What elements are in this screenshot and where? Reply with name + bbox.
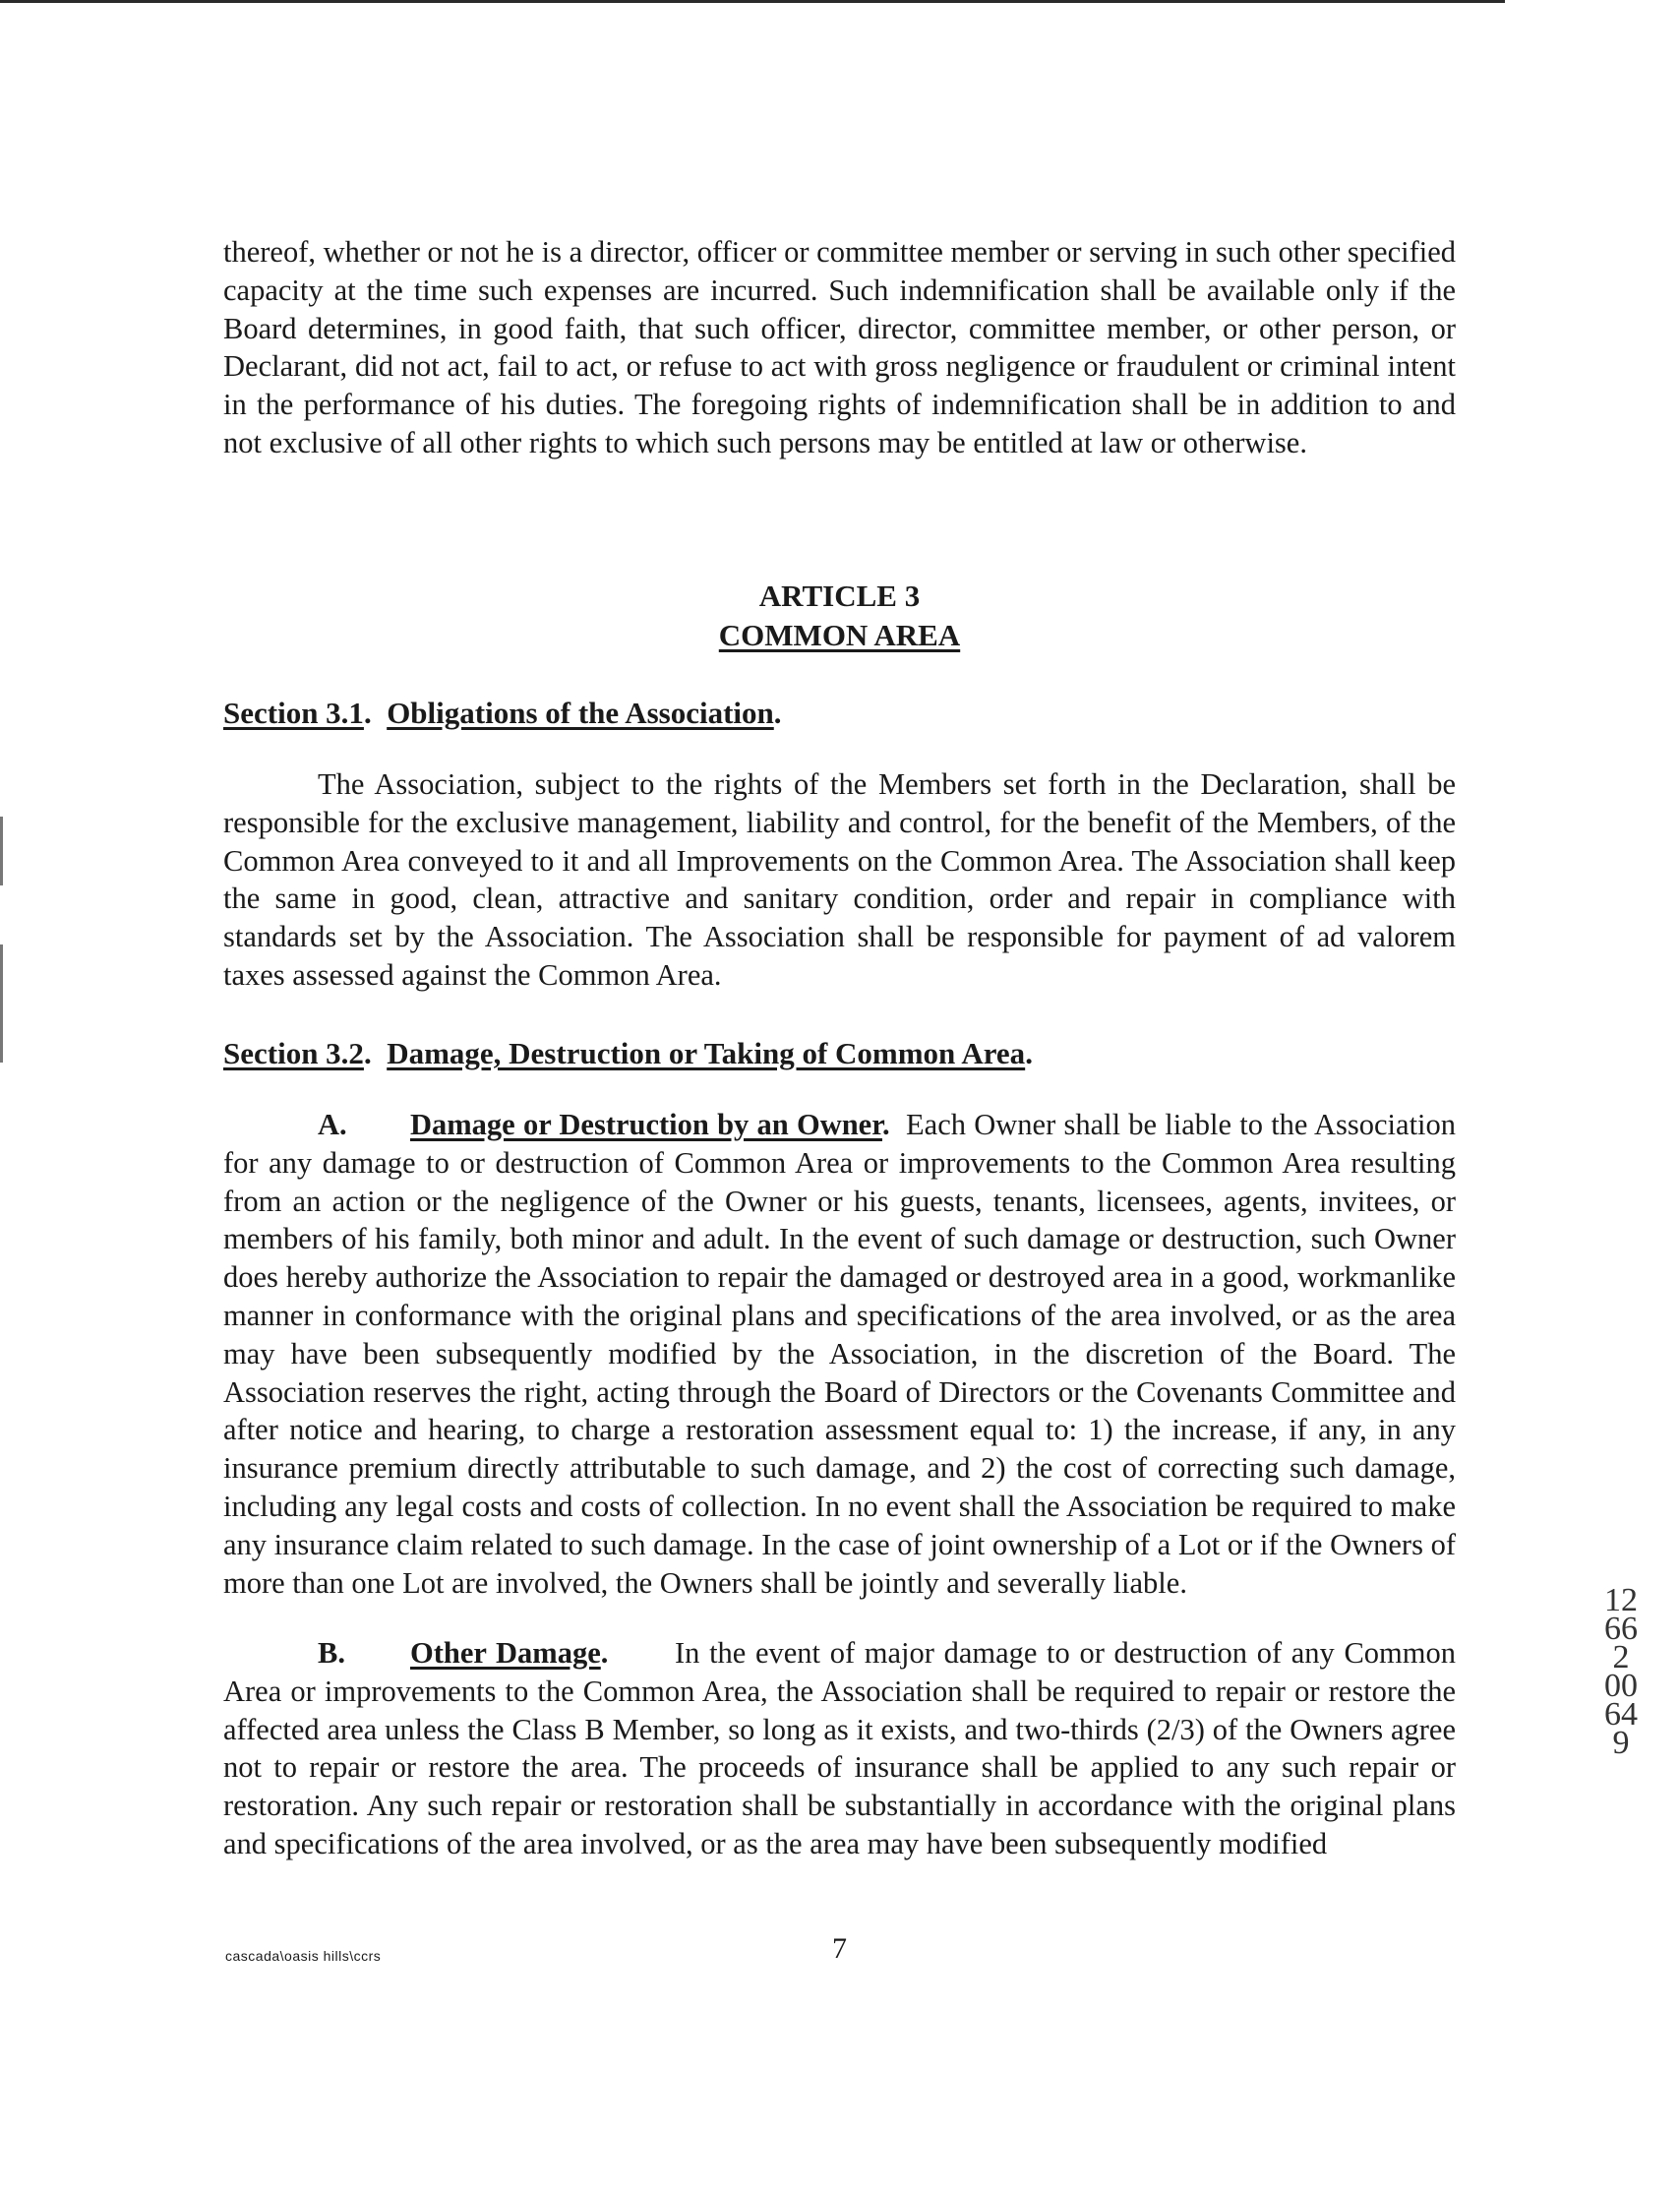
section-3-2-number: Section 3.2 — [223, 1036, 364, 1070]
subsection-b-body — [223, 1634, 1456, 1863]
subsection-a-body — [223, 1106, 1456, 1602]
section-3-2-heading: Section 3.2. Damage, Destruction or Taking of Common Area. — [223, 1036, 1033, 1070]
recording-stamp: 12662 00649 — [1604, 1582, 1638, 1761]
scan-edge-mark — [0, 817, 3, 885]
section-3-1-number: Section 3.1 — [223, 696, 364, 730]
subsection-a-paragraph: A. Damage or Destruction by an Owner. Each Owner shall be liable to the Association for any damage to or destruction of Common Area or improvements to the Common Area resulting from an action or the negligence of the Owner or his guests, tenants, licensees, agents, invitees, or members of his family, both minor and adult. In the event of such damage or destruction, such Owner does hereby authorize the Association to repair the damaged or destroyed area in a good, workmanlike manner in conformance with the original plans and specifications of the area involved, or as the area may have been subsequently modified by the Association, in the discretion of the Board. The Association reserves the right, acting through the Board of Directors or the Covenants Committee and after notice and hearing, to charge a restoration assessment equal to: 1) the increase, if any, in any insurance premium directly attributable to such damage, and 2) the cost of correcting such damage, including any legal costs and costs of collection. In no event shall the Association be required to make any insurance claim related to such damage. In the case of joint ownership of a Lot or if the Owners of more than one Lot are involved, the Owners shall be jointly and severally liable. — [223, 1108, 1457, 1600]
subsection-b-title: Other Damage — [410, 1636, 601, 1670]
subsection-b-paragraph: B. Other Damage. In the event of major damage to or destruction of any Common Area or improvements to the Common Area, the Association shall be required to repair or restore the affected area unless the Class B Member, so long as it exists, and two-thirds (2/3) of the Owners agree not to repair or restore the area. The proceeds of insurance shall be applied to any such repair or restoration. Any such repair or restoration shall be substantially in accordance with the original plans and specifications of the area involved, or as the area may have been subsequently modified — [223, 1636, 1456, 1860]
section-3-1-title: Obligations of the Association — [387, 696, 774, 730]
intro-paragraph: thereof, whether or not he is a director, officer or committee member or serving in such other specified capacity at the time such expenses are incurred. Such indemnification shall be available only if the Board determines, in good faith, that such officer, director, committee member, or other person, or Declarant, did not act, fail to act, or refuse to act with gross negligence or fraudulent or criminal intent in the performance of his duties. The foregoing rights of indemnification shall be in addition to and not exclusive of all other rights to which such persons may be entitled at law or otherwise. — [223, 235, 1456, 459]
subsection-a-title: Damage or Destruction by an Owner — [410, 1108, 882, 1141]
subsection-b-letter: B. — [318, 1636, 345, 1670]
article-heading — [223, 577, 1456, 655]
section-3-1-paragraph: The Association, subject to the rights of the Members set forth in the Declaration, shall be responsible for the exclusive management, liability and control, for the benefit of the Members, of the Common Area conveyed to it and all Improvements on the Common Area. The Association shall keep the same in good, clean, attractive and sanitary condition, order and repair in compliance with standards set by the Association. The Association shall be responsible for payment of ad valorem taxes assessed against the Common Area. — [223, 767, 1456, 992]
page-number: 7 — [832, 1932, 847, 1965]
section-3-1-heading: Section 3.1. Obligations of the Association. — [223, 696, 782, 730]
intro-paragraph-block — [223, 233, 1456, 462]
article-title: COMMON AREA — [718, 618, 961, 652]
subsection-a-letter: A. — [318, 1108, 347, 1141]
article-number: ARTICLE 3 — [758, 578, 921, 613]
scan-edge-mark — [0, 944, 3, 1063]
section-3-2-title: Damage, Destruction or Taking of Common Area — [387, 1036, 1026, 1070]
section-3-1-body — [223, 765, 1456, 995]
scan-top-border — [0, 0, 1505, 3]
footer-file-path: cascada\oasis hills\ccrs — [225, 1948, 382, 1964]
